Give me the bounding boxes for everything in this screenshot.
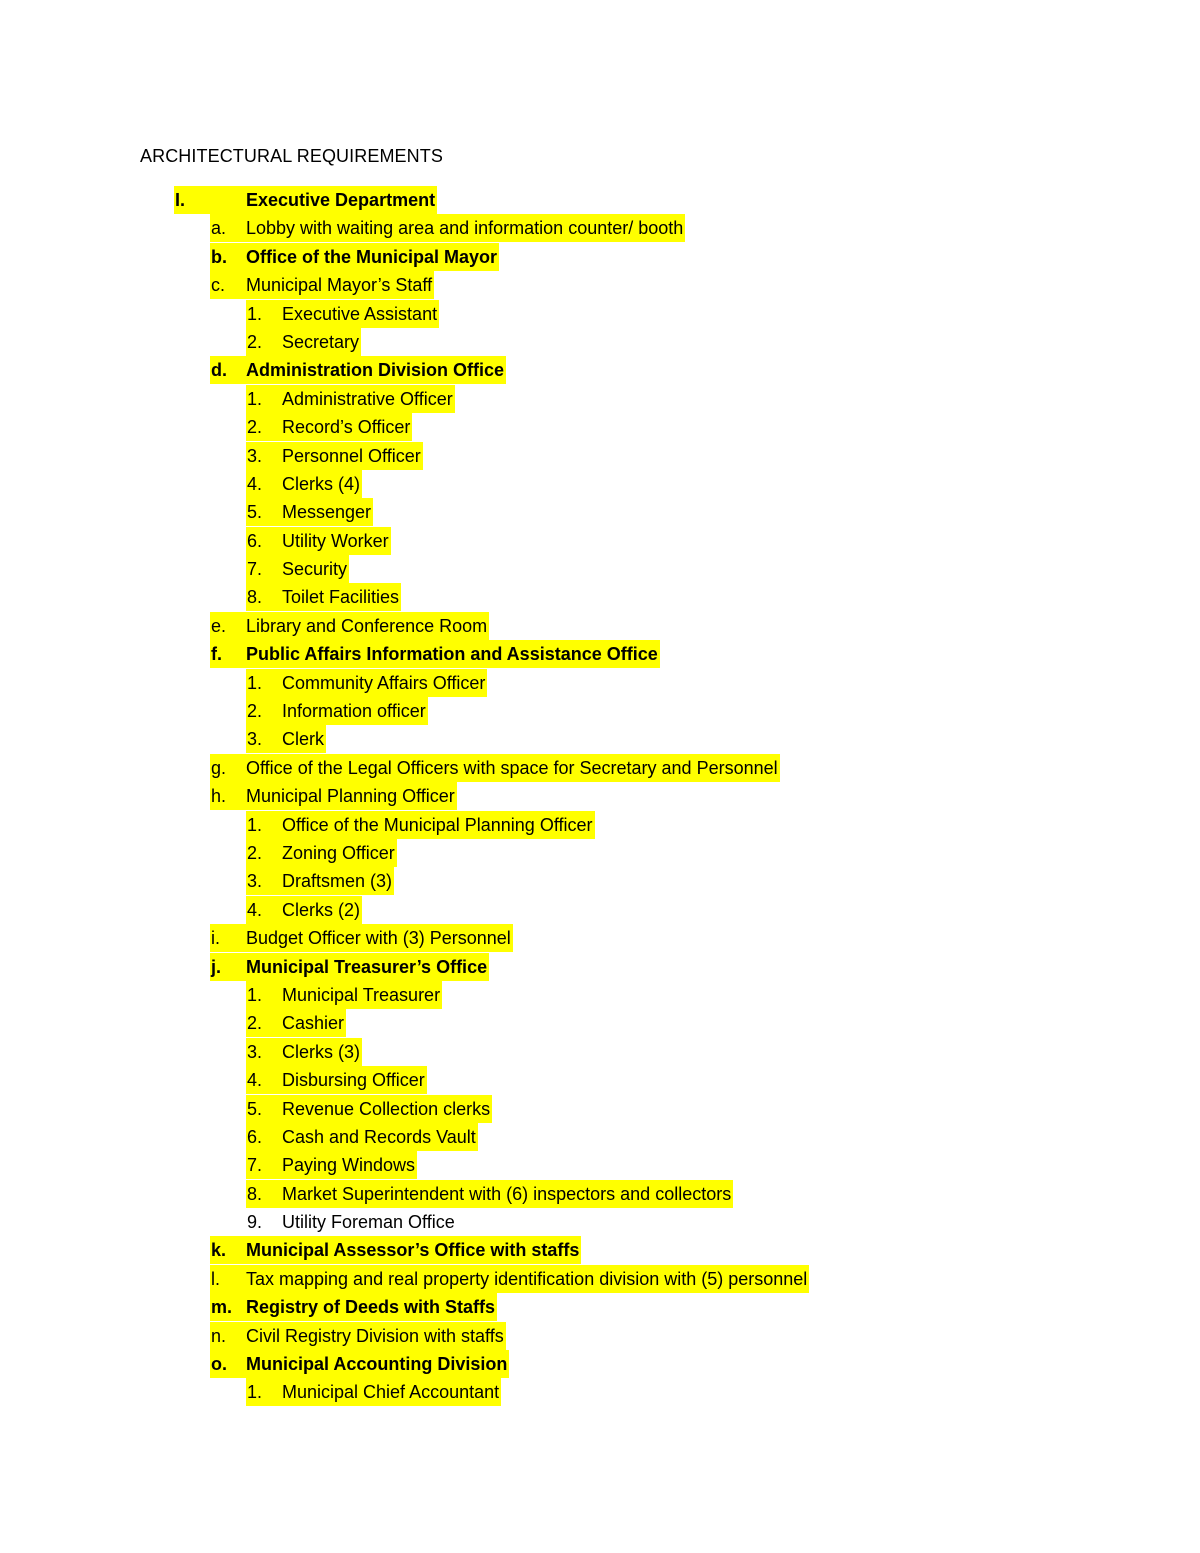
list-marker: 3. [246, 442, 284, 470]
list-item-text: Personnel Officer [282, 442, 423, 470]
list-item-text: Public Affairs Information and Assistance Office [246, 640, 660, 668]
outline-item [0, 953, 1200, 981]
outline-item [0, 1350, 1200, 1378]
outline-item [0, 782, 1200, 810]
outline-subitem [0, 385, 1200, 413]
outline-subitem [0, 1180, 1200, 1208]
list-marker: o. [210, 1350, 248, 1378]
list-marker: 5. [246, 1095, 284, 1123]
list-marker: h. [210, 782, 248, 810]
list-item-text: Disbursing Officer [282, 1066, 427, 1094]
list-item-text: Market Superintendent with (6) inspectors and collectors [282, 1180, 733, 1208]
list-marker: 8. [246, 1180, 284, 1208]
list-marker: c. [210, 271, 248, 299]
list-marker: 4. [246, 1066, 284, 1094]
list-marker: 1. [246, 300, 284, 328]
list-marker: k. [210, 1236, 248, 1264]
list-marker: I. [174, 186, 248, 214]
outline-subitem [0, 413, 1200, 441]
outline-item [0, 754, 1200, 782]
list-item-text: Record’s Officer [282, 413, 412, 441]
outline-subitem [0, 1151, 1200, 1179]
outline-item [0, 271, 1200, 299]
list-marker: 9. [247, 1212, 263, 1233]
outline-subitem [0, 1009, 1200, 1037]
list-item-text: Information officer [282, 697, 428, 725]
outline-subitem [0, 1066, 1200, 1094]
outline-item [0, 924, 1200, 952]
outline-item [0, 1293, 1200, 1321]
list-marker: g. [210, 754, 248, 782]
list-item-text: Toilet Facilities [282, 583, 401, 611]
list-item-text: Zoning Officer [282, 839, 397, 867]
list-item-text: Municipal Planning Officer [246, 782, 457, 810]
list-marker: 4. [246, 470, 284, 498]
outline-item [0, 1265, 1200, 1293]
list-item-text: Office of the Legal Officers with space for Secretary and Personnel [246, 754, 780, 782]
list-marker: a. [210, 214, 248, 242]
list-marker: 3. [246, 725, 284, 753]
outline-subitem [0, 725, 1200, 753]
list-marker: 2. [246, 413, 284, 441]
list-item-text: Municipal Mayor’s Staff [246, 271, 434, 299]
list-marker: 6. [246, 1123, 284, 1151]
list-marker: 2. [246, 328, 284, 356]
outline-subitem [0, 867, 1200, 895]
list-marker: 8. [246, 583, 284, 611]
list-item-text: Budget Officer with (3) Personnel [246, 924, 513, 952]
outline-subitem [0, 1095, 1200, 1123]
list-marker: 2. [246, 839, 284, 867]
section-heading [0, 186, 1200, 214]
outline-item [0, 1322, 1200, 1350]
list-marker: l. [210, 1265, 248, 1293]
list-item-text: Utility Foreman Office [282, 1212, 455, 1233]
list-marker: m. [210, 1293, 248, 1321]
list-item-text: Revenue Collection clerks [282, 1095, 492, 1123]
list-marker: d. [210, 356, 248, 384]
outline-subitem [0, 669, 1200, 697]
outline-subitem [0, 1378, 1200, 1406]
list-item-text: Office of the Municipal Mayor [246, 243, 499, 271]
list-item-text: Utility Worker [282, 527, 391, 555]
outline-item [0, 1236, 1200, 1264]
outline-item [0, 640, 1200, 668]
list-item-text: Lobby with waiting area and information counter/ booth [246, 214, 685, 242]
list-item-text: Registry of Deeds with Staffs [246, 1293, 497, 1321]
list-item-text: Administration Division Office [246, 356, 506, 384]
list-item-text: Clerks (4) [282, 470, 362, 498]
list-item-text: Executive Department [246, 186, 437, 214]
list-marker: 1. [246, 385, 284, 413]
list-marker: j. [210, 953, 248, 981]
list-item-text: Draftsmen (3) [282, 867, 394, 895]
list-item-text: Security [282, 555, 349, 583]
list-marker: f. [210, 640, 248, 668]
list-item-text: Municipal Chief Accountant [282, 1378, 501, 1406]
outline-item [0, 612, 1200, 640]
list-marker: 4. [246, 896, 284, 924]
list-marker: 1. [246, 981, 284, 1009]
outline-subitem [0, 1038, 1200, 1066]
outline-subitem [0, 811, 1200, 839]
list-item-text: Clerk [282, 725, 326, 753]
outline-subitem [0, 839, 1200, 867]
list-marker: 1. [246, 1378, 284, 1406]
list-item-text: Municipal Treasurer’s Office [246, 953, 489, 981]
outline-subitem [0, 470, 1200, 498]
list-item-text: Office of the Municipal Planning Officer [282, 811, 595, 839]
list-marker: i. [210, 924, 248, 952]
outline-subitem [0, 896, 1200, 924]
list-marker: 1. [246, 811, 284, 839]
outline-subitem [0, 1208, 1200, 1236]
outline-subitem [0, 328, 1200, 356]
list-item-text: Tax mapping and real property identification division with (5) personnel [246, 1265, 809, 1293]
list-marker: 7. [246, 555, 284, 583]
list-item-text: Executive Assistant [282, 300, 439, 328]
requirements-outline [0, 186, 1200, 1407]
outline-subitem [0, 981, 1200, 1009]
outline-item [0, 243, 1200, 271]
list-item-text: Municipal Treasurer [282, 981, 442, 1009]
list-item-text: Cashier [282, 1009, 346, 1037]
list-marker: 1. [246, 669, 284, 697]
list-item-text: Secretary [282, 328, 361, 356]
list-item-text: Clerks (3) [282, 1038, 362, 1066]
list-item-text: Community Affairs Officer [282, 669, 487, 697]
outline-subitem [0, 697, 1200, 725]
list-marker: b. [210, 243, 248, 271]
list-marker: 2. [246, 1009, 284, 1037]
outline-subitem [0, 498, 1200, 526]
outline-subitem [0, 583, 1200, 611]
list-item-text: Cash and Records Vault [282, 1123, 478, 1151]
list-marker: 5. [246, 498, 284, 526]
list-item-text: Civil Registry Division with staffs [246, 1322, 506, 1350]
list-item-text: Library and Conference Room [246, 612, 489, 640]
list-marker: 2. [246, 697, 284, 725]
outline-subitem [0, 527, 1200, 555]
list-item-text: Municipal Assessor’s Office with staffs [246, 1236, 581, 1264]
list-marker: 7. [246, 1151, 284, 1179]
list-marker: 3. [246, 867, 284, 895]
outline-subitem [0, 555, 1200, 583]
outline-subitem [0, 300, 1200, 328]
document-title: ARCHITECTURAL REQUIREMENTS [140, 146, 443, 166]
outline-subitem [0, 442, 1200, 470]
list-marker: 3. [246, 1038, 284, 1066]
list-item-text: Administrative Officer [282, 385, 455, 413]
list-marker: 6. [246, 527, 284, 555]
outline-item [0, 356, 1200, 384]
outline-item [0, 214, 1200, 242]
list-item-text: Paying Windows [282, 1151, 417, 1179]
list-marker: e. [210, 612, 248, 640]
list-item-text: Clerks (2) [282, 896, 362, 924]
list-marker: n. [210, 1322, 248, 1350]
list-item-text: Messenger [282, 498, 373, 526]
list-item-text: Municipal Accounting Division [246, 1350, 509, 1378]
outline-subitem [0, 1123, 1200, 1151]
